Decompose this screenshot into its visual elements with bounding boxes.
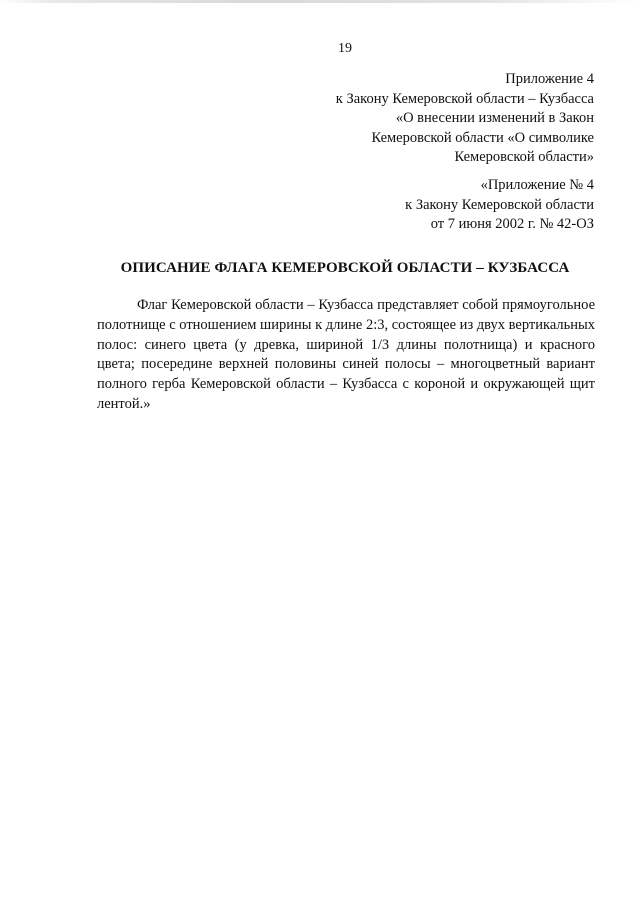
appendix-header-original-law: [405, 176, 594, 235]
appendix-line: к Закону Кемеровской области: [405, 196, 594, 213]
appendix-line: Кемеровской области «О символике: [371, 129, 594, 146]
appendix-line: от 7 июня 2002 г. № 42-ОЗ: [430, 216, 594, 232]
scan-top-edge: [0, 0, 640, 3]
document-title: ОПИСАНИЕ ФЛАГА КЕМЕРОВСКОЙ ОБЛАСТИ – КУЗБАССА: [120, 260, 570, 276]
appendix-line: Кемеровской области»: [454, 149, 594, 165]
page-number: 19: [338, 41, 352, 56]
flag-description-paragraph: Флаг Кемеровской области – Кузбасса представляет собой прямоугольное полотнище с отношением ширины к длине 2:3, состоящее из двух вертикальных полос: синего цвета (у древка, шириной 1/3 длины полотнища) и красного цвета; посередине верхней половины синей полосы – многоцветный вариант полного герба Кемеровской области – Кузбасса с короной и окружающей щит лентой.»: [97, 297, 595, 412]
appendix-line: «Приложение № 4: [480, 177, 594, 193]
appendix-line: «О внесении изменений в Закон: [395, 110, 594, 126]
appendix-line: Приложение 4: [505, 71, 594, 87]
appendix-header-amending-law: [336, 70, 594, 168]
appendix-line: к Закону Кемеровской области – Кузбасса: [335, 90, 594, 107]
